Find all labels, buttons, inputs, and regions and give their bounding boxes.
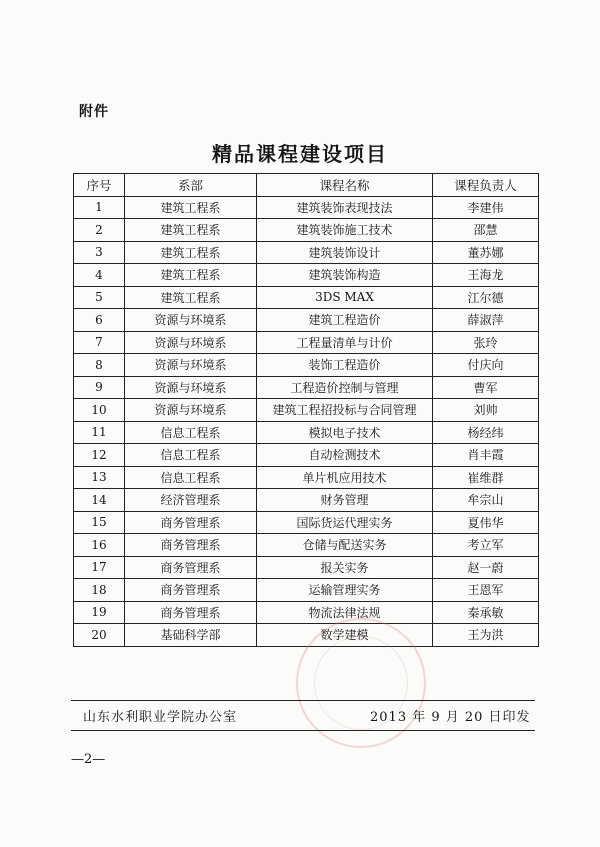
- course-table: [73, 173, 539, 647]
- cell-course-leader: 考立军: [433, 534, 539, 557]
- cell-course-name: 工程造价控制与管理: [257, 376, 433, 399]
- cell-course-leader: 王恩军: [433, 579, 539, 602]
- table-row: [74, 579, 539, 602]
- cell-department: 基础科学部: [125, 624, 257, 647]
- header-serial-no: 序号: [74, 174, 125, 197]
- cell-course-leader: 邵慧: [433, 219, 539, 242]
- cell-course-name: 仓储与配送实务: [257, 534, 433, 557]
- table-row: [74, 511, 539, 534]
- cell-course-name: 建筑装饰设计: [257, 241, 433, 264]
- cell-course-name: 国际货运代理实务: [257, 511, 433, 534]
- table-row: [74, 624, 539, 647]
- cell-course-leader: 张玲: [433, 331, 539, 354]
- cell-department: 商务管理系: [125, 601, 257, 624]
- cell-serial-no: 17: [74, 556, 125, 579]
- table-row: [74, 399, 539, 422]
- cell-department: 信息工程系: [125, 421, 257, 444]
- table-row: [74, 444, 539, 467]
- table-row: [74, 376, 539, 399]
- cell-department: 商务管理系: [125, 579, 257, 602]
- cell-department: 资源与环境系: [125, 331, 257, 354]
- cell-department: 经济管理系: [125, 489, 257, 512]
- cell-serial-no: 10: [74, 399, 125, 422]
- cell-course-leader: 付庆向: [433, 354, 539, 377]
- cell-course-name: 自动检测技术: [257, 444, 433, 467]
- cell-department: 建筑工程系: [125, 196, 257, 219]
- cell-course-name: 工程量清单与计价: [257, 331, 433, 354]
- cell-serial-no: 12: [74, 444, 125, 467]
- cell-course-name: 建筑装饰表现技法: [257, 196, 433, 219]
- cell-serial-no: 18: [74, 579, 125, 602]
- cell-course-leader: 王海龙: [433, 264, 539, 287]
- cell-department: 资源与环境系: [125, 399, 257, 422]
- cell-course-leader: 江尔德: [433, 286, 539, 309]
- cell-department: 建筑工程系: [125, 264, 257, 287]
- cell-serial-no: 7: [74, 331, 125, 354]
- cell-serial-no: 5: [74, 286, 125, 309]
- cell-serial-no: 9: [74, 376, 125, 399]
- cell-course-name: 建筑工程造价: [257, 309, 433, 332]
- cell-course-leader: 曹军: [433, 376, 539, 399]
- cell-department: 资源与环境系: [125, 309, 257, 332]
- cell-course-name: 建筑装饰施工技术: [257, 219, 433, 242]
- cell-course-leader: 秦承敏: [433, 601, 539, 624]
- header-department: 系部: [125, 174, 257, 197]
- cell-department: 商务管理系: [125, 534, 257, 557]
- cell-course-leader: 牟宗山: [433, 489, 539, 512]
- cell-serial-no: 3: [74, 241, 125, 264]
- cell-department: 信息工程系: [125, 466, 257, 489]
- issuing-office: 山东水利职业学院办公室: [83, 710, 238, 725]
- table-row: [74, 466, 539, 489]
- cell-course-name: 单片机应用技术: [257, 466, 433, 489]
- cell-department: 建筑工程系: [125, 286, 257, 309]
- footer-bottom-rule: [71, 730, 535, 731]
- table-row: [74, 219, 539, 242]
- cell-department: 资源与环境系: [125, 354, 257, 377]
- table-row: [74, 241, 539, 264]
- cell-department: 建筑工程系: [125, 219, 257, 242]
- page-number: —2—: [71, 752, 106, 767]
- cell-course-leader: 董苏娜: [433, 241, 539, 264]
- cell-serial-no: 20: [74, 624, 125, 647]
- cell-department: 商务管理系: [125, 511, 257, 534]
- cell-course-name: 3DS MAX: [257, 286, 433, 309]
- cell-serial-no: 1: [74, 196, 125, 219]
- cell-department: 建筑工程系: [125, 241, 257, 264]
- table-row: [74, 331, 539, 354]
- cell-course-leader: 夏伟华: [433, 511, 539, 534]
- table-row: [74, 421, 539, 444]
- table-row: [74, 286, 539, 309]
- cell-course-leader: 王为洪: [433, 624, 539, 647]
- cell-course-name: 建筑工程招投标与合同管理: [257, 399, 433, 422]
- cell-department: 信息工程系: [125, 444, 257, 467]
- cell-serial-no: 8: [74, 354, 125, 377]
- cell-course-name: 数学建模: [257, 624, 433, 647]
- attachment-label: 附件: [79, 104, 109, 120]
- cell-course-leader: 刘帅: [433, 399, 539, 422]
- table-row: [74, 556, 539, 579]
- cell-course-name: 报关实务: [257, 556, 433, 579]
- cell-course-leader: 赵一蔚: [433, 556, 539, 579]
- cell-serial-no: 13: [74, 466, 125, 489]
- table-row: [74, 196, 539, 219]
- cell-course-name: 物流法律法规: [257, 601, 433, 624]
- cell-course-leader: 薛淑萍: [433, 309, 539, 332]
- cell-course-leader: 李建伟: [433, 196, 539, 219]
- table-row: [74, 601, 539, 624]
- cell-course-name: 财务管理: [257, 489, 433, 512]
- cell-course-name: 装饰工程造价: [257, 354, 433, 377]
- cell-serial-no: 16: [74, 534, 125, 557]
- cell-course-name: 模拟电子技术: [257, 421, 433, 444]
- cell-serial-no: 2: [74, 219, 125, 242]
- document-title: 精品课程建设项目: [212, 142, 388, 166]
- cell-serial-no: 11: [74, 421, 125, 444]
- issue-date: 2013 年 9 月 20 日印发: [370, 710, 531, 725]
- cell-department: 资源与环境系: [125, 376, 257, 399]
- table-row: [74, 309, 539, 332]
- cell-serial-no: 15: [74, 511, 125, 534]
- cell-department: 商务管理系: [125, 556, 257, 579]
- table-row: [74, 489, 539, 512]
- cell-course-leader: 杨经纬: [433, 421, 539, 444]
- cell-serial-no: 19: [74, 601, 125, 624]
- table-row: [74, 354, 539, 377]
- official-seal: [296, 618, 426, 748]
- cell-course-name: 建筑装饰构造: [257, 264, 433, 287]
- table-row: [74, 264, 539, 287]
- cell-serial-no: 6: [74, 309, 125, 332]
- header-course-leader: 课程负责人: [433, 174, 539, 197]
- table-row: [74, 534, 539, 557]
- table-header-row: [74, 174, 539, 197]
- header-course-name: 课程名称: [257, 174, 433, 197]
- footer-top-rule: [71, 700, 535, 701]
- cell-serial-no: 14: [74, 489, 125, 512]
- cell-course-leader: 崔维群: [433, 466, 539, 489]
- cell-course-name: 运输管理实务: [257, 579, 433, 602]
- cell-course-leader: 肖丰霞: [433, 444, 539, 467]
- cell-serial-no: 4: [74, 264, 125, 287]
